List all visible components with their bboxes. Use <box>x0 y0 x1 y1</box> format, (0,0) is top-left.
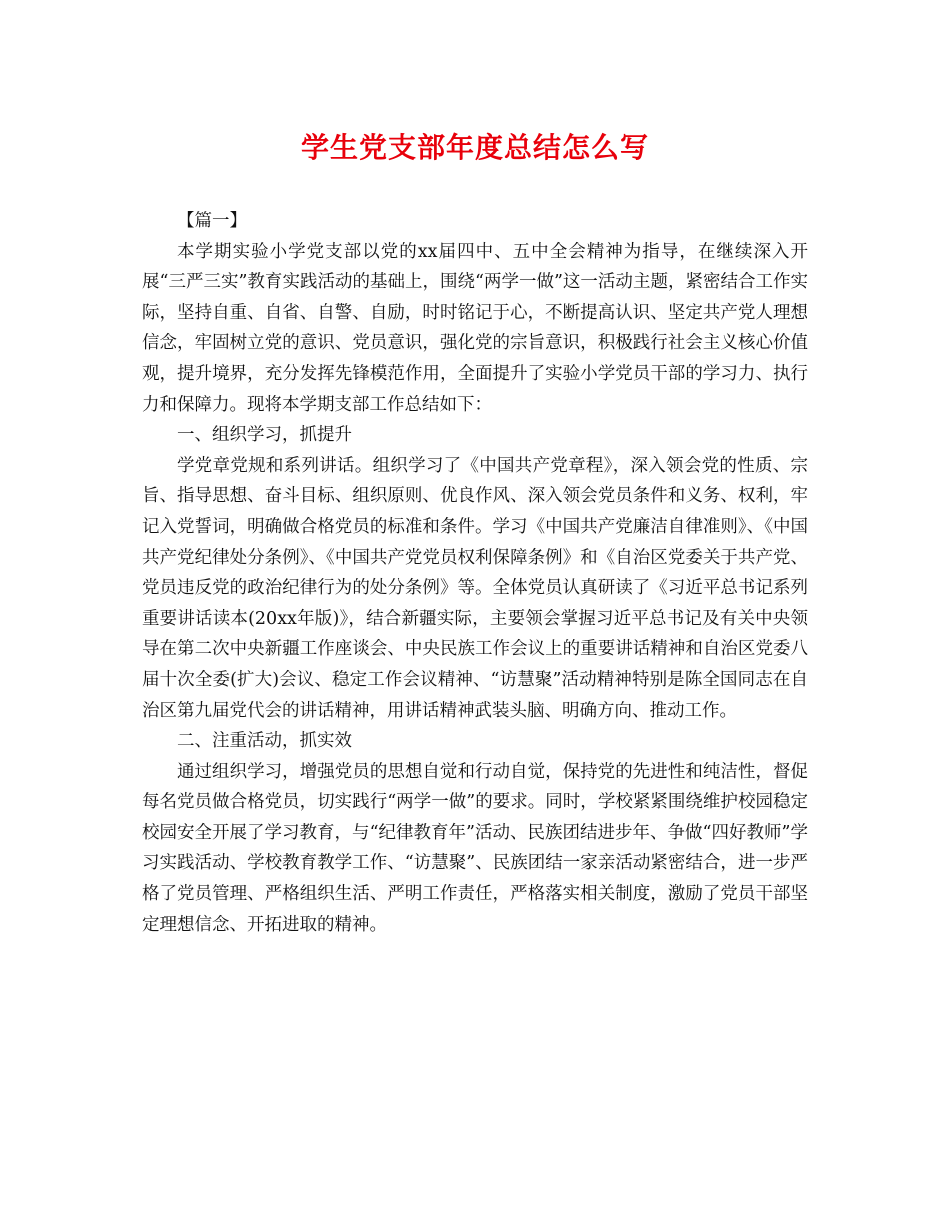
paragraph-intro: 本学期实验小学党支部以党的xx届四中、五中全会精神为指导，在继续深入开展“三严三实”教育实践活动的基础上，围绕“两学一做”这一活动主题，紧密结合工作实际，坚持自重、自省、自警、自励，时时铭记于心，不断提高认识、坚定共产党人理想信念，牢固树立党的意识、党员意识，强化党的宗旨意识，积极践行社会主义核心价值观，提升境界，充分发挥先锋模范作用，全面提升了实验小学党员干部的学习力、执行力和保障力。现将本学期支部工作总结如下： <box>142 241 808 415</box>
paragraph-study: 学党章党规和系列讲话。组织学习了《中国共产党章程》，深入领会党的性质、宗旨、指导思想、奋斗目标、组织原则、优良作风、深入领会党员条件和义务、权利，牢记入党誓词，明确做合格党员的标准和条件。学习《中国共产党廉洁自律准则》、《中国共产党纪律处分条例》、《中国共产党党员权利保障条例》和《自治区党委关于共产党、党员违反党的政治纪律行为的处分条例》等。全体党员认真研读了《习近平总书记系列重要讲话读本(20xx年版)》，结合新疆实际，主要领会掌握习近平总书记及有关中央领导在第二次中央新疆工作座谈会、中央民族工作会议上的重要讲话精神和自治区党委八届十次全委(扩大)会议、稳定工作会议精神、“访慧聚”活动精神特别是陈全国同志在自治区第九届党代会的讲话精神，用讲话精神武装头脑、明确方向、推动工作。 <box>142 455 808 721</box>
section-marker: 【篇一】 <box>177 211 247 231</box>
document-body <box>142 206 808 940</box>
paragraph-activities: 通过组织学习，增强党员的思想自觉和行动自觉，保持党的先进性和纯洁性，督促每名党员做合格党员，切实践行“两学一做”的要求。同时，学校紧紧围绕维护校园稳定校园安全开展了学习教育，与“纪律教育年”活动、民族团结进步年、争做“四好教师”学习实践活动、学校教育教学工作、“访慧聚”、民族团结一家亲活动紧密结合，进一步严格了党员管理、严格组织生活、严明工作责任，严格落实相关制度，激励了党员干部坚定理想信念、开拓进取的精神。 <box>142 761 808 935</box>
heading-focus-activities: 二、注重活动，抓实效 <box>177 731 352 752</box>
document-title: 学生党支部年度总结怎么写 <box>300 131 649 164</box>
heading-organize-study: 一、组织学习，抓提升 <box>177 425 352 446</box>
